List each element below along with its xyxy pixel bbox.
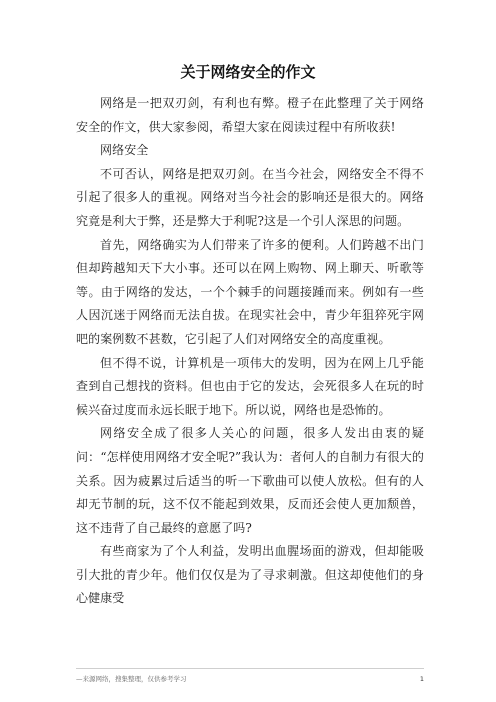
paragraph-intro: 网络是一把双刃剑，有利也有弊。橙子在此整理了关于网络安全的作文，供大家参阅，希望大家在阅读过程中有所收获! — [76, 96, 424, 134]
footer-note: —来源网络，搜集整理，仅供参考学习 — [76, 675, 187, 683]
paragraph: 网络安全成了很多人关心的问题，很多人发出由衷的疑问：“怎样使用网络才安全呢?”我认为：者何人的自制力有很大的关系。因为疲累过后适当的听一下歌曲可以使人放松。但有的人却无节制的玩，这不仅不能起到效果，反而还会使人更加颓兽，这不违背了自己最终的意愿了吗? — [76, 426, 424, 535]
paragraph: 有些商家为了个人利益，发明出血腥场面的游戏，但却能吸引大批的青少年。他们仅仅是为了寻求刺激。但这却使他们的身心健康受 — [76, 544, 424, 606]
document-body — [76, 92, 424, 611]
paragraph: 但不得不说，计算机是一项伟大的发明，因为在网上几乎能查到自己想找的资料。但也由于它的发达，会死很多人在玩的时候兴奋过度而永远长眠于地下。所以说，网络也是恐怖的。 — [76, 355, 424, 417]
page-number: 1 — [419, 675, 424, 683]
paragraph: 首先，网络确实为人们带来了许多的便利。人们跨越不出门但却跨越知天下大小事。还可以在网上购物、网上聊天、听歌等等。由于网络的发达，一个个棘手的问题接踵而来。例如有一些人因沉迷于网络而无法自拔。在现实社会中，青少年狙猝死宇网吧的案例数不甚数，它引起了人们对网络安全的高度重视。 — [76, 237, 424, 346]
page-footer — [76, 668, 424, 684]
section-heading: 网络安全 — [100, 143, 149, 158]
document-title: 关于网络安全的作文 — [180, 63, 316, 81]
paragraph: 不可否认，网络是把双刃剑。在当今社会，网络安全不得不引起了很多人的重视。网络对当今社会的影响还是很大的。网络究竟是利大于弊，还是弊大于利呢?这是一个引人深思的问题。 — [76, 166, 424, 228]
